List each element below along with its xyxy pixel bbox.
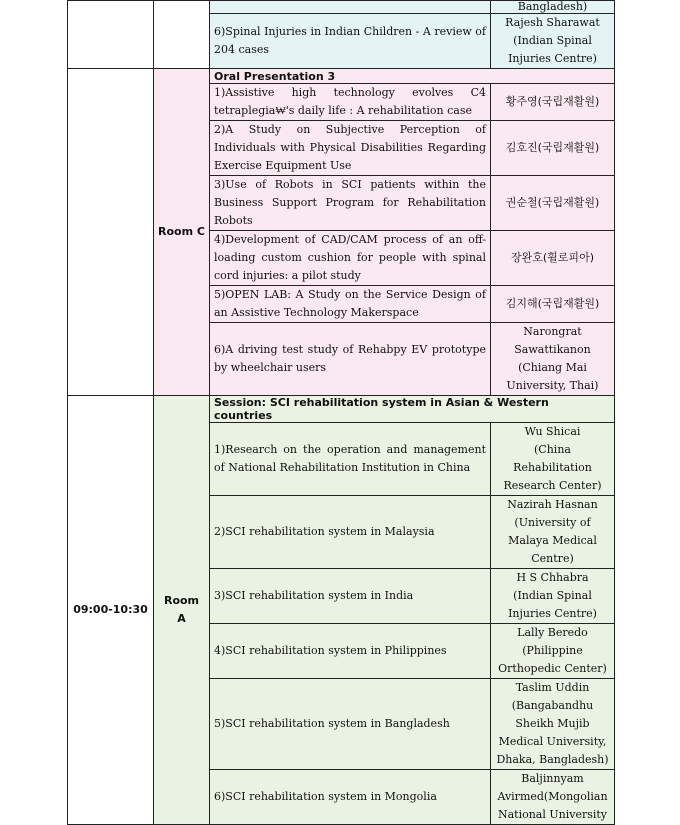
talk-speaker: Bangladesh)	[491, 1, 615, 14]
talk-title: 3)SCI rehabilitation system in India	[210, 569, 491, 624]
talk-title: 1)Research on the operation and management of National Rehabilitation Institution in China	[210, 423, 491, 496]
talk-speaker	[491, 14, 615, 69]
speaker-line: Avirmed(Mongolian	[497, 790, 608, 803]
speaker-line: Dhaka, Bangladesh)	[496, 753, 609, 766]
speaker-line: (Bangabandhu	[511, 699, 594, 712]
speaker-line: Research Center)	[503, 479, 602, 492]
time-cell-empty	[68, 69, 154, 396]
talk-speaker: 김지해(국립재활원)	[491, 286, 615, 323]
speaker-line: Centre)	[531, 552, 574, 565]
room-label: Room C	[154, 69, 210, 396]
talk-speaker: 권순철(국립재활원)	[491, 176, 615, 231]
speaker-line: Sheikh Mujib	[515, 717, 590, 730]
talk-title: 4)SCI rehabilitation system in Philippines	[210, 624, 491, 679]
speaker-line: H S Chhabra	[516, 571, 589, 584]
talk-title: 5)OPEN LAB: A Study on the Service Design of an Assistive Technology Makerspace	[210, 286, 491, 323]
speaker-line: Injuries Centre)	[508, 52, 597, 65]
time-slot: 09:00-10:30	[68, 396, 154, 825]
talk-title: 6)Spinal Injuries in Indian Children - A review of 204 cases	[210, 14, 491, 69]
talk-speaker: 장완호(휠로피아)	[491, 231, 615, 286]
talk-title: 5)SCI rehabilitation system in Bangladesh	[210, 679, 491, 770]
speaker-line: Injuries Centre)	[508, 607, 597, 620]
speaker-line: Orthopedic Center)	[498, 662, 607, 675]
speaker-line: (Indian Spinal	[513, 34, 592, 47]
talk-speaker	[491, 323, 615, 396]
talk-title: 3)Use of Robots in SCI patients within the Business Support Program for Rehabilitation Robots	[210, 176, 491, 231]
talk-speaker	[491, 679, 615, 770]
room-label: Room A	[154, 396, 210, 825]
talk-speaker	[491, 770, 615, 825]
talk-speaker	[491, 423, 615, 496]
speaker-line: Malaya Medical	[508, 534, 597, 547]
talk-speaker: 김호진(국립재활원)	[491, 121, 615, 176]
talk-speaker	[491, 569, 615, 624]
talk-title-cell	[210, 1, 491, 14]
speaker-line: (Indian Spinal	[513, 589, 592, 602]
speaker-line: Nazirah Hasnan	[507, 498, 598, 511]
speaker-line: (Chiang Mai	[518, 361, 587, 374]
speaker-line: Baljinnyam	[521, 772, 584, 785]
speaker-line: Taslim Uddin	[515, 681, 590, 694]
speaker-line: Rajesh Sharawat	[505, 16, 600, 29]
speaker-line: Narongrat	[523, 325, 582, 338]
talk-title: 6)A driving test study of Rehabpy EV prototype by wheelchair users	[210, 323, 491, 396]
speaker-line: National University	[497, 808, 608, 821]
talk-speaker	[491, 496, 615, 569]
speaker-line: Wu Shicai	[524, 425, 581, 438]
speaker-line: (Philippine	[522, 644, 583, 657]
speaker-line: Lally Beredo	[517, 626, 588, 639]
session-title: Session: SCI rehabilitation system in Asian & Western countries	[210, 396, 615, 423]
talk-title: 2)A Study on Subjective Perception of Individuals with Physical Disabilities Regarding Exercise Equipment Use	[210, 121, 491, 176]
speaker-line: Medical University,	[498, 735, 607, 748]
talk-title: 1)Assistive high technology evolves C4 tetraplegia₩'s daily life : A rehabilitation case	[210, 84, 491, 121]
talk-speaker: 황주영(국립재활원)	[491, 84, 615, 121]
talk-title: 4)Development of CAD/CAM process of an off-loading custom cushion for people with spinal cord injuries: a pilot study	[210, 231, 491, 286]
room-cell-empty	[154, 1, 210, 69]
speaker-line: Sawattikanon	[514, 343, 591, 356]
talk-title: 6)SCI rehabilitation system in Mongolia	[210, 770, 491, 825]
speaker-line: University, Thai)	[506, 379, 599, 392]
talk-speaker	[491, 624, 615, 679]
speaker-line: (University of	[514, 516, 591, 529]
schedule-page	[67, 0, 614, 821]
speaker-line: (China	[534, 443, 571, 456]
speaker-line: Rehabilitation	[513, 461, 592, 474]
time-cell-empty	[68, 1, 154, 69]
talk-title: 2)SCI rehabilitation system in Malaysia	[210, 496, 491, 569]
schedule-table	[67, 0, 615, 825]
session-title: Oral Presentation 3	[210, 69, 615, 84]
